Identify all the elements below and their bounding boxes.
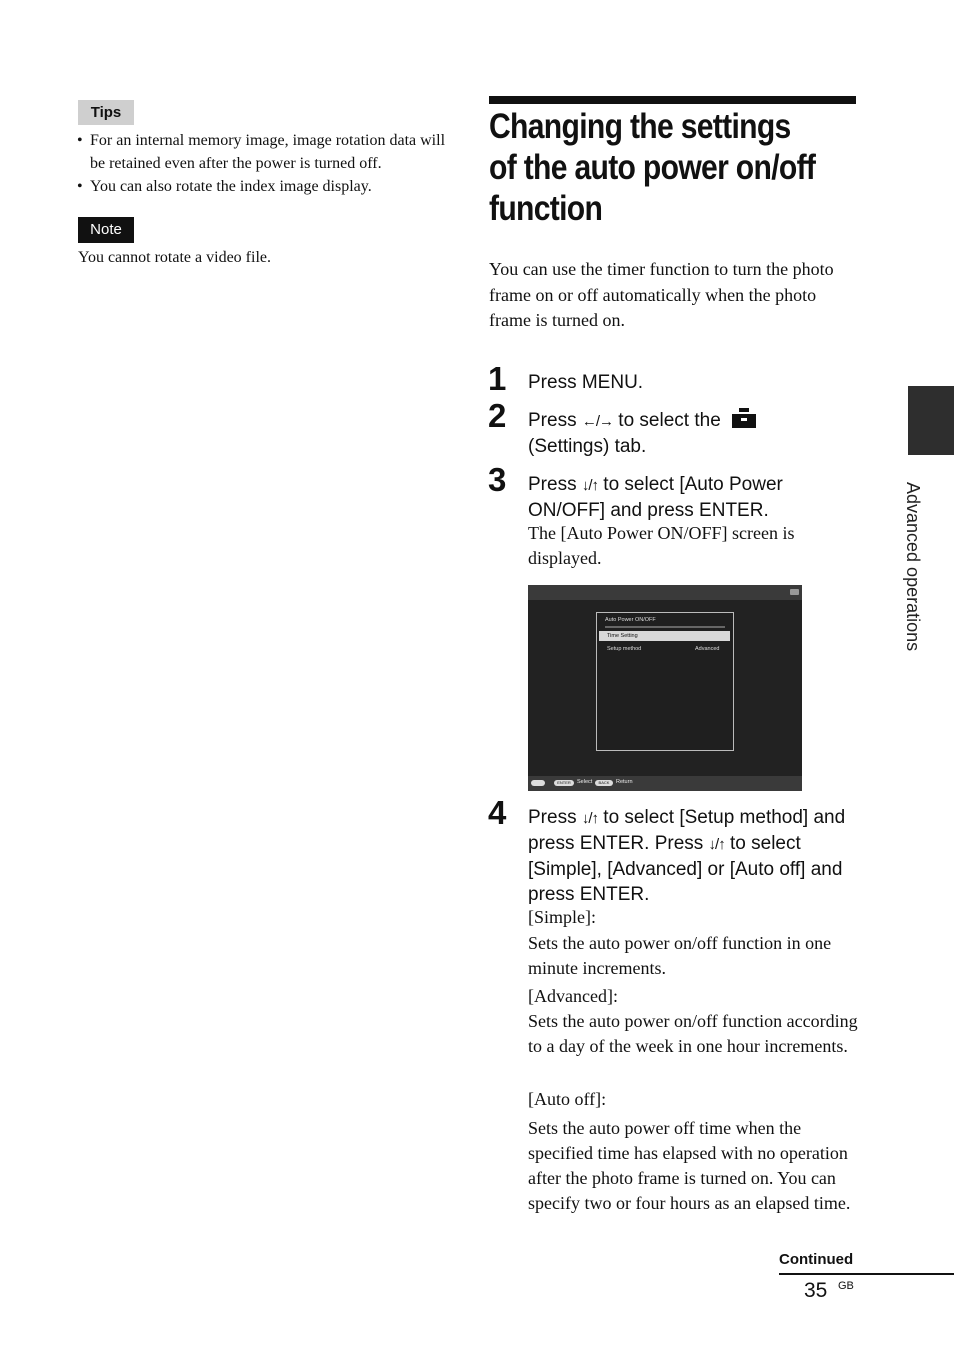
tip-item: • You can also rotate the index image display. [76,176,456,199]
tips-label: Tips [78,100,134,125]
dialog-divider [605,626,725,628]
page-title: Changing the settings of the auto power on/off function [489,107,816,228]
footer-rule [779,1273,954,1275]
memory-icon [790,589,799,595]
auto-off-description: Sets the auto power off time when the specified time has elapsed with no operation after the photo frame is turned on. You can specify two or four hours as an elapsed time. [528,1118,851,1213]
step-1-number: 1 [488,360,507,397]
down-up-arrows-icon: ↓/↑ [581,477,599,494]
step-2-text-c: (Settings) tab. [528,436,647,457]
note-label: Note [78,217,134,243]
advanced-label: [Advanced]: [528,986,618,1006]
tips-list [76,130,456,200]
step-4-text-a: Press [528,807,582,828]
section-tab-marker [908,386,954,455]
step-4-text [528,805,863,907]
step-4-number: 4 [488,794,507,831]
note-text: You cannot rotate a video file. [78,249,271,266]
screen-top-bar [528,585,802,600]
step-3-subtext: The [Auto Power ON/OFF] screen is displayed. [528,523,795,568]
dialog-title: Auto Power ON/OFF [605,617,656,623]
select-label: Select [577,779,593,785]
down-up-arrows-icon: ↓/↑ [581,810,599,827]
region-code: GB [838,1280,854,1292]
screen-bottom-bar [528,776,802,791]
step-3-text-b: to select [Auto Power ON/OFF] and press ENTER. [528,474,783,521]
device-screen-image [528,585,802,791]
back-key: BACK [595,780,613,786]
down-up-arrows-icon: ↓/↑ [708,836,725,853]
left-right-arrows-icon: ←/→ [581,413,614,430]
setup-method-value: Advanced [695,646,720,652]
title-rule [489,96,856,104]
step-3-text-a: Press [528,474,582,495]
simple-description: Sets the auto power on/off function in one minute increments. [528,933,832,978]
continued-label: Continued [779,1251,854,1268]
intro-paragraph: You can use the timer function to turn the photo frame on or off automatically when the photo frame is turned on. [489,259,834,331]
auto-off-label: [Auto off]: [528,1089,607,1109]
step-1-text: Press MENU. [528,372,644,393]
toolbox-settings-icon [732,408,756,428]
navigation-icon [531,780,545,786]
step-2-text-a: Press [528,410,582,431]
page-number: 35 [804,1279,828,1302]
auto-power-dialog [596,612,734,751]
tip-item: • For an internal memory image, image rotation data will be retained even after the power is turned off. [76,130,456,175]
step-2-text [528,408,863,459]
advanced-description: Sets the auto power on/off function according to a day of the week in one hour increments. [528,1011,858,1056]
step-4-text-b: to select [Setup method] and press ENTER. Press [528,807,846,854]
step-4-text-c: to select [Simple], [Advanced] or [Auto off] and press ENTER. [528,833,843,905]
section-label: Advanced operations [903,482,923,652]
enter-key: ENTER [554,780,574,786]
step-2-text-b: to select the [613,410,727,431]
time-setting-label: Time Setting [607,633,638,639]
time-setting-row [599,631,730,641]
step-3-number: 3 [488,461,507,498]
setup-method-label: Setup method [607,646,642,652]
return-label: Return [616,779,633,785]
simple-label: [Simple]: [528,907,596,927]
step-3-text [528,472,863,523]
step-2-number: 2 [488,397,507,434]
